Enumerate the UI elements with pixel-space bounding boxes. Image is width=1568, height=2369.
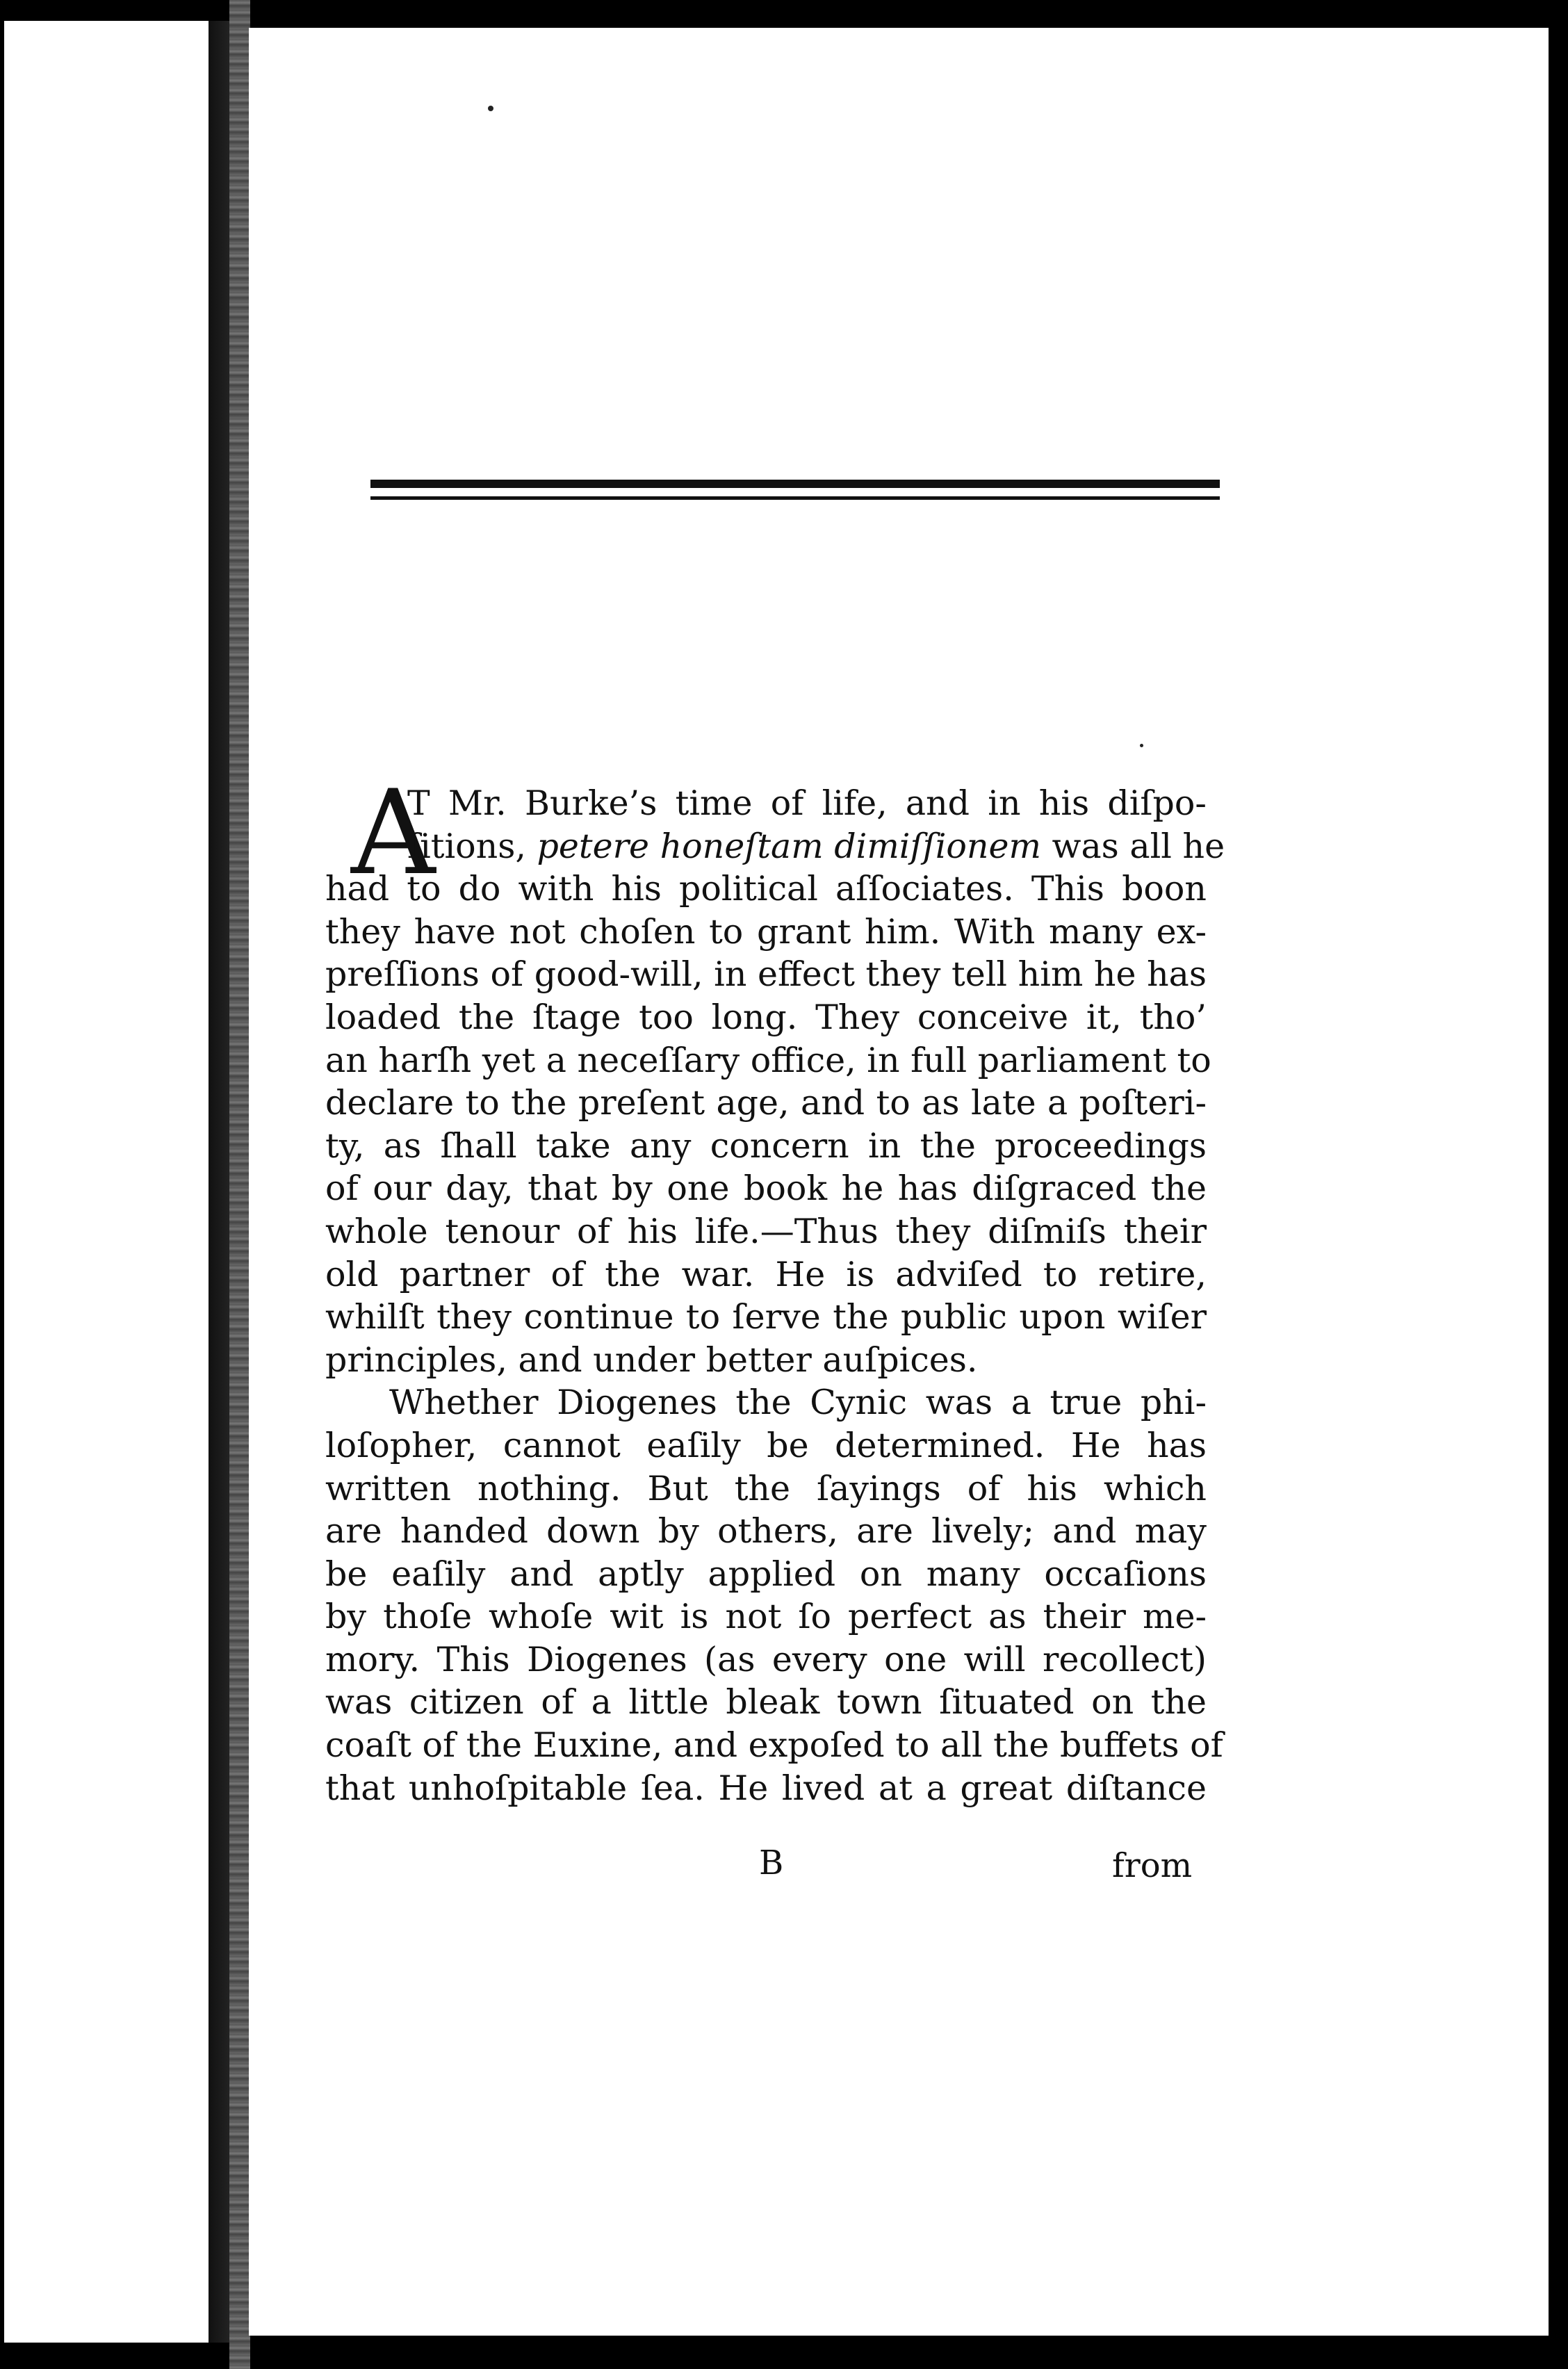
speck (1140, 744, 1143, 747)
text-run: was all he (1040, 826, 1225, 866)
text-line: old partner of the war. He is adviſed to retire, (325, 1254, 1207, 1294)
text-line: was citizen of a little bleak town ſituated on the (325, 1682, 1207, 1723)
body-text (325, 782, 1225, 1809)
text-line: whilſt they continue to ſerve the public upon wiſer (325, 1297, 1207, 1337)
text-line (325, 825, 1225, 868)
text-line: had to do with his political aſſociates. This boon (325, 869, 1207, 909)
facing-page-edge (0, 21, 236, 2343)
drop-cap: A (351, 765, 436, 901)
text-line: an harſh yet a neceſſary office, in full parliament to (325, 1040, 1211, 1080)
text-line: coaſt of the Euxine, and expoſed to all the buffets of (325, 1725, 1223, 1766)
book-gutter (229, 0, 250, 2369)
text-line: that unhoſpitable ſea. He lived at a great diſtance (325, 1768, 1207, 1808)
text-run: ſitions, (407, 826, 537, 866)
text-line: principles, and under better auſpices. (325, 1340, 978, 1380)
text-line: T Mr. Burke’s time of life, and in his diſpo- (407, 783, 1207, 823)
text-line: whole tenour of his life.—Thus they diſmiſs their (325, 1211, 1207, 1251)
text-line: declare to the preſent age, and to as late a poſteri- (325, 1083, 1207, 1123)
text-line: written nothing. But the ſayings of his which (325, 1468, 1207, 1508)
speck (488, 106, 493, 111)
header-rule-thin (370, 496, 1220, 500)
text-line: loaded the ſtage too long. They conceive it, tho’ (325, 997, 1207, 1037)
text-line: they have not choſen to grant him. With many ex- (325, 911, 1207, 952)
text-line: preſſions of good-will, in effect they tell him he has (325, 954, 1207, 995)
text-line: of our day, that by one book he has diſgraced the (325, 1169, 1207, 1209)
text-line: be eaſily and aptly applied on many occaſions (325, 1554, 1207, 1594)
text-line: are handed down by others, are lively; and may (325, 1511, 1207, 1552)
signature-mark: B (759, 1843, 784, 1882)
text-line: Whether Diogenes the Cynic was a true phi- (389, 1383, 1207, 1423)
header-rule-thick (370, 480, 1220, 488)
text-line: mory. This Diogenes (as every one will recollect) (325, 1639, 1207, 1679)
italic-phrase: petere honeſtam dimiſſionem (537, 826, 1041, 866)
text-line: by thoſe whoſe wit is not ſo perfect as their me- (325, 1597, 1207, 1637)
text-line: ty, as ſhall take any concern in the proceedings (325, 1125, 1207, 1166)
catchword: from (1112, 1846, 1193, 1885)
text-line: loſopher, cannot eaſily be determined. He has (325, 1425, 1207, 1465)
